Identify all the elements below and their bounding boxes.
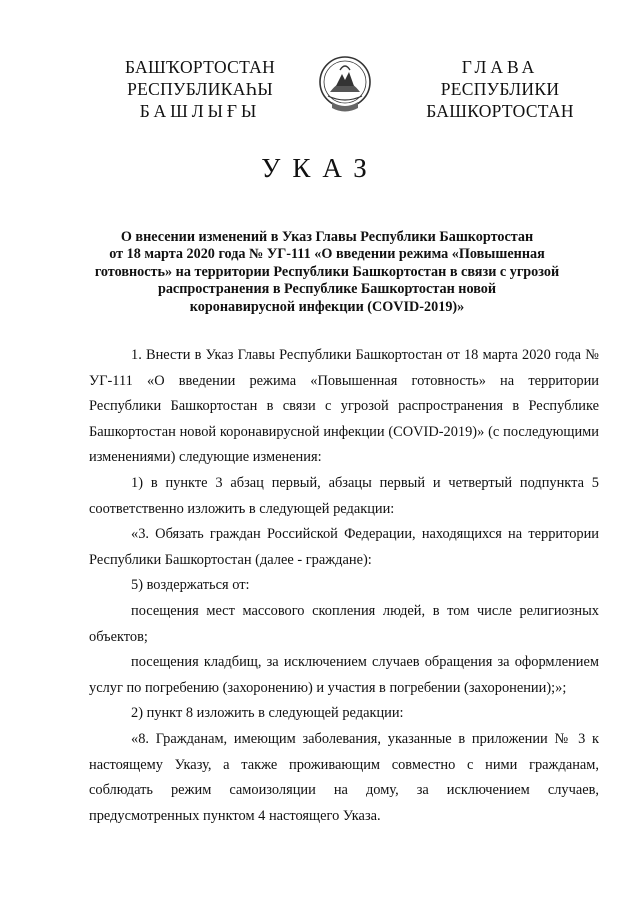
header-russian-title <box>395 56 605 122</box>
header-left-line-3: БАШЛЫҒЫ <box>139 101 261 121</box>
paragraph-3: «3. Обязать граждан Российской Федерации, находящихся на территории Республики Башкортостан (далее - граждане): <box>89 526 599 568</box>
subject-line-1: О внесении изменений в Указ Главы Республики Башкортостан <box>120 229 534 245</box>
header-left-line-1: БАШҠОРТОСТАН <box>124 57 276 77</box>
paragraph-8: «8. Гражданам, имеющим заболевания, указанные в приложении № 3 к настоящему Указу, а также проживающим совместно с ними гражданам, соблюдать режим самоизоляции на дому, за исключением случаев, предусмотренных пунктом 4 настоящего Указа. <box>89 730 599 824</box>
paragraph-7: 2) пункт 8 изложить в следующей редакции: <box>131 705 404 722</box>
document-header <box>0 40 640 130</box>
header-right-line-2: РЕСПУБЛИКИ <box>440 79 560 99</box>
subject-line-4: распространения в Республике Башкортостан новой <box>157 281 497 298</box>
subject-line-3: готовность» на территории Республики Башкортостан в связи с угрозой <box>94 263 560 280</box>
coat-of-arms-emblem-icon <box>318 52 372 118</box>
document-title: УКАЗ <box>261 153 379 183</box>
subject-line-2: от 18 марта 2020 года № УГ-111 «О введении режима «Повышенная <box>109 246 545 263</box>
paragraph-6: посещения кладбищ, за исключением случаев обращения за оформлением услуг по погребению (захоронению) и участия в погребении (захоронении);»; <box>89 654 599 696</box>
header-bashkir-title <box>95 56 305 122</box>
decree-body <box>89 343 599 829</box>
header-right-line-1: ГЛАВА <box>461 57 539 77</box>
header-left-line-2: РЕСПУБЛИКАҺЫ <box>127 79 273 99</box>
paragraph-5: посещения мест массового скопления людей, в том числе религиозных объектов; <box>89 602 599 645</box>
paragraph-4: 5) воздержаться от: <box>131 577 250 594</box>
subject-line-5: коронавирусной инфекции (COVID-2019)» <box>189 298 465 315</box>
paragraph-1: 1. Внести в Указ Главы Республики Башкортостан от 18 марта 2020 года № УГ-111 «О введении режима «Повышенная готовность» на территории Республики Башкортостан в связи с угрозой распространения в Республике Башкортостан новой коронавирусной инфекции (COVID-2019)» (с последующими изменениями) следующие изменения: <box>89 347 599 466</box>
header-right-line-3: БАШКОРТОСТАН <box>426 101 574 121</box>
decree-subject <box>92 229 562 316</box>
paragraph-2: 1) в пункте 3 абзац первый, абзацы первый и четвертый подпункта 5 соответственно изложить в следующей редакции: <box>89 474 599 517</box>
